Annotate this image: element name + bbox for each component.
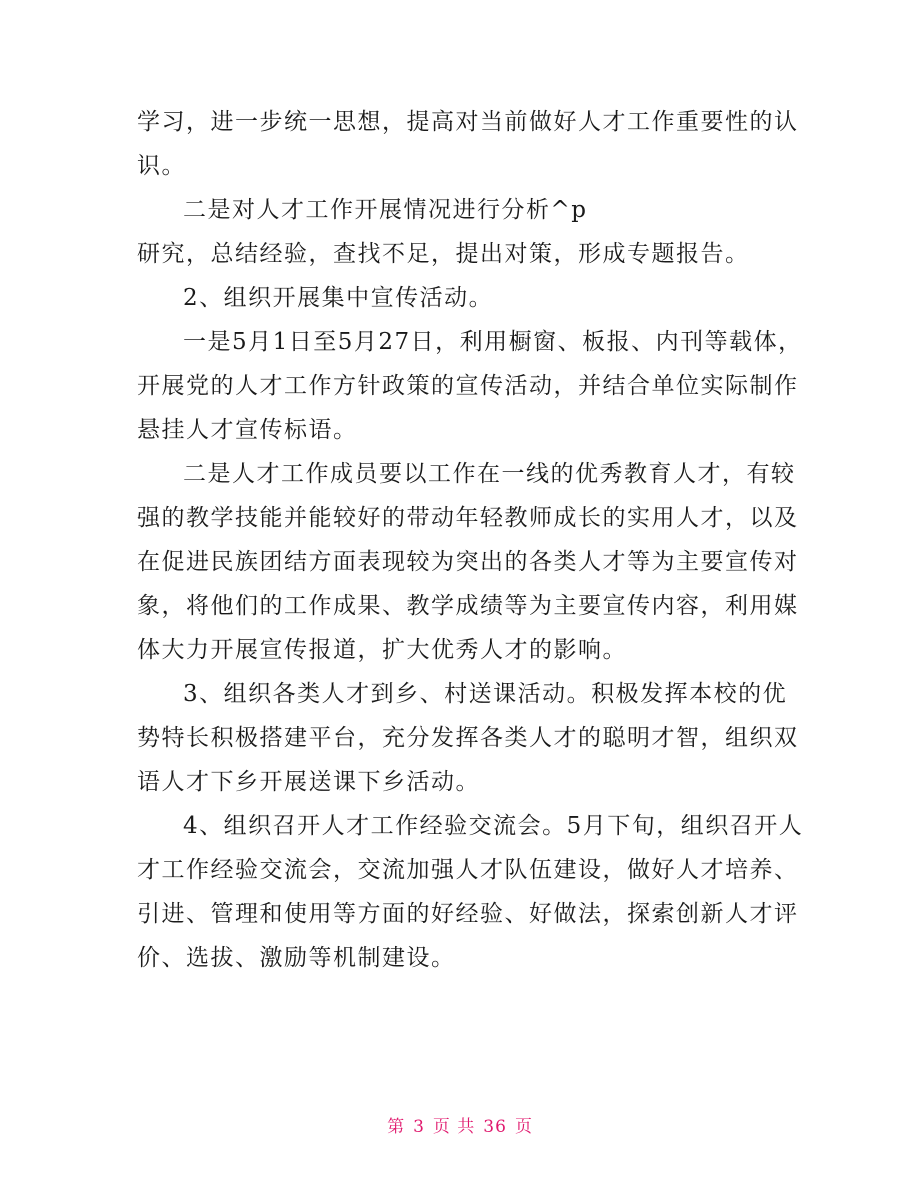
footer-prefix: 第 [387, 1117, 406, 1137]
text-line: 开展党的人才工作方针政策的宣传活动，并结合单位实际制作 [137, 373, 799, 399]
text-line: 研究，总结经验，查找不足，提出对策，形成专题报告。 [137, 241, 750, 267]
text-line: 学习，进一步统一思想，提高对当前做好人才工作重要性的认 [137, 109, 799, 135]
text-line: 二是人才工作成员要以工作在一线的优秀教育人才，有较 [183, 461, 796, 487]
text-line: 体大力开展宣传报道，扩大优秀人才的影响。 [137, 637, 627, 663]
text-line: 才工作经验交流会，交流加强人才队伍建设，做好人才培养、 [137, 857, 799, 883]
text-line: 3、组织各类人才到乡、村送课活动。积极发挥本校的优 [183, 681, 788, 707]
footer-total-pages: 36 [483, 1117, 507, 1137]
text-line: 识。 [137, 153, 186, 179]
text-line: 在促进民族团结方面表现较为突出的各类人才等为主要宣传对 [137, 549, 799, 575]
page-footer [0, 1112, 920, 1137]
text-line: 象，将他们的工作成果、教学成绩等为主要宣传内容，利用媒 [137, 593, 799, 619]
document-body [137, 105, 804, 985]
footer-middle: 页 共 [432, 1117, 476, 1137]
footer-suffix: 页 [514, 1117, 533, 1137]
text-line: 二是对人才工作开展情况进行分析^p [183, 197, 588, 223]
text-line: 悬挂人才宣传标语。 [137, 417, 358, 443]
text-line: 价、选拔、激励等机制建设。 [137, 945, 456, 971]
text-line: 一是5月1日至5月27日，利用橱窗、板报、内刊等载体， [183, 329, 803, 355]
text-line: 2、组织开展集中宣传活动。 [183, 285, 494, 311]
text-line: 4、组织召开人才工作经验交流会。5月下旬，组织召开人 [183, 813, 804, 839]
text-line: 引进、管理和使用等方面的好经验、好做法，探索创新人才评 [137, 901, 799, 927]
footer-page-number: 3 [413, 1117, 425, 1137]
text-line: 强的教学技能并能较好的带动年轻教师成长的实用人才，以及 [137, 505, 799, 531]
text-line: 势特长积极搭建平台，充分发挥各类人才的聪明才智，组织双 [137, 725, 799, 751]
text-line: 语人才下乡开展送课下乡活动。 [137, 769, 480, 795]
